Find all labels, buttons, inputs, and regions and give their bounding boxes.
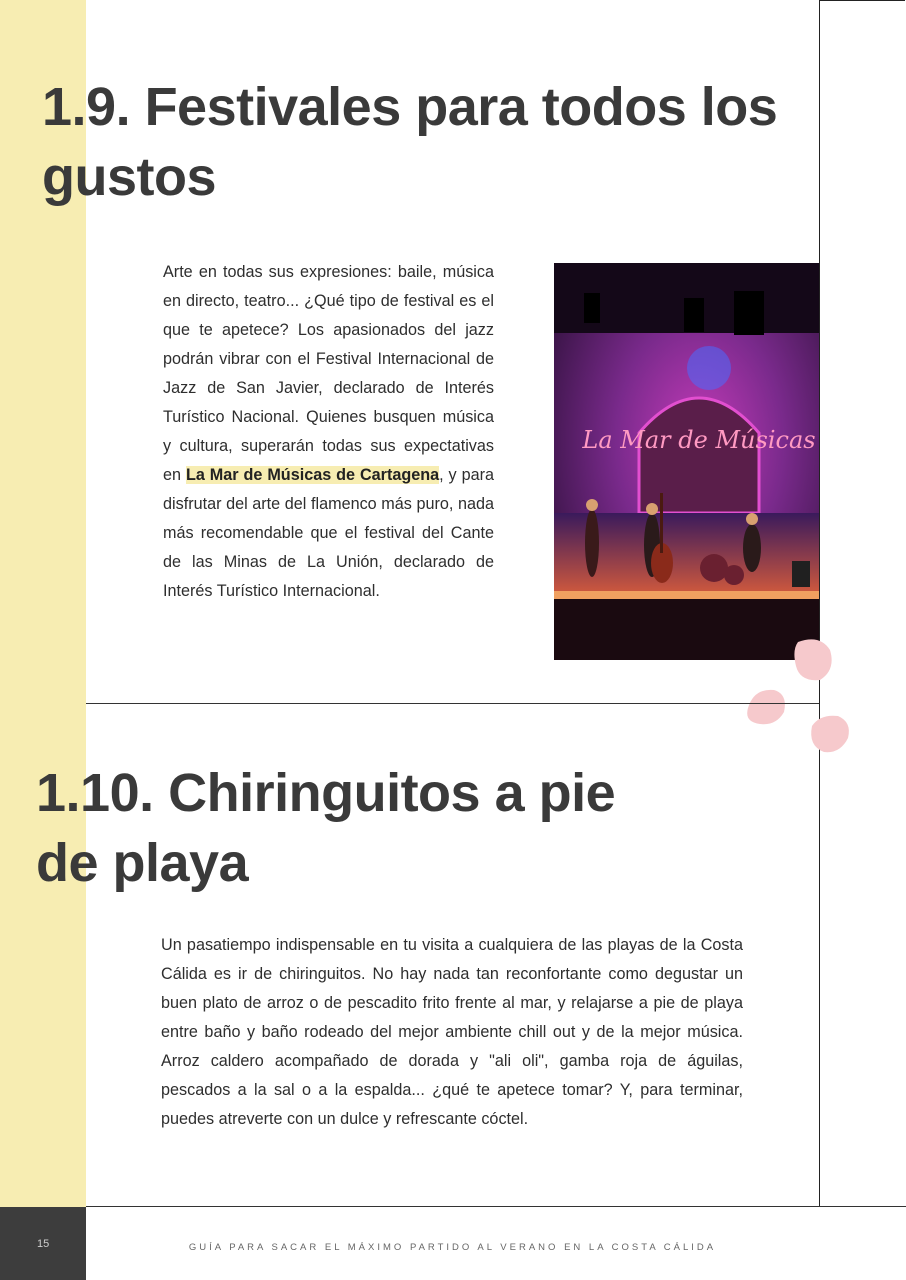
chiringuitos-paragraph: Un pasatiempo indispensable en tu visita a cualquiera de las playas de la Costa Cálida es ir de chiringuitos. No hay nada tan reconfortante como degustar un buen plato de arroz o de pescadito frito frente al mar, y relajarse a pie de playa entre baño y baño rodeado del mejor ambiente chill out y de la mejor música. Arroz caldero acompañado de dorada y "ali oli", gamba roja de águilas, pescados a la sal o a la espalda... ¿qué te apetece tomar? Y, para terminar, puedes atreverte con un dulce y refrescante cóctel. [161, 936, 743, 1128]
neon-sign: La Mar de Músicas [582, 426, 816, 454]
section-title-festivales: 1.9. Festivales para todos los gustos [42, 77, 778, 207]
festivales-text-start: Arte en todas sus expresiones: baile, música en directo, teatro... ¿Qué tipo de festival es el que te apetece? Los apasionados del jazz podrán vibrar con el Festival Internacional de Jazz de San Javier, declarado de Interés Turístico Nacional. Quienes busquen música y cultura, superarán todas sus expectativas en [163, 263, 494, 484]
page-number: 15 [37, 1238, 50, 1250]
page-number-box [0, 1207, 86, 1280]
highlight-la-mar-de-musicas: La Mar de Músicas de Cartagena [185, 466, 440, 484]
right-frame [819, 0, 905, 1206]
footer-rule [86, 1206, 906, 1207]
festival-concert-photo [554, 263, 819, 660]
festivales-text-end: , y para disfrutar del arte del flamenco más puro, nada más recomendable que el festival del Cante de las Minas de La Unión, declarado de Interés Turístico Internacional. [163, 466, 494, 600]
section-title-chiringuitos: 1.10. Chiringuitos a pie de playa [36, 763, 616, 893]
decorative-petals [740, 630, 860, 760]
festivales-paragraph [163, 258, 494, 606]
footer-guide-title: GUÍA PARA SACAR EL MÁXIMO PARTIDO AL VERANO EN LA COSTA CÁLIDA [188, 1242, 717, 1253]
section-divider [86, 703, 819, 704]
